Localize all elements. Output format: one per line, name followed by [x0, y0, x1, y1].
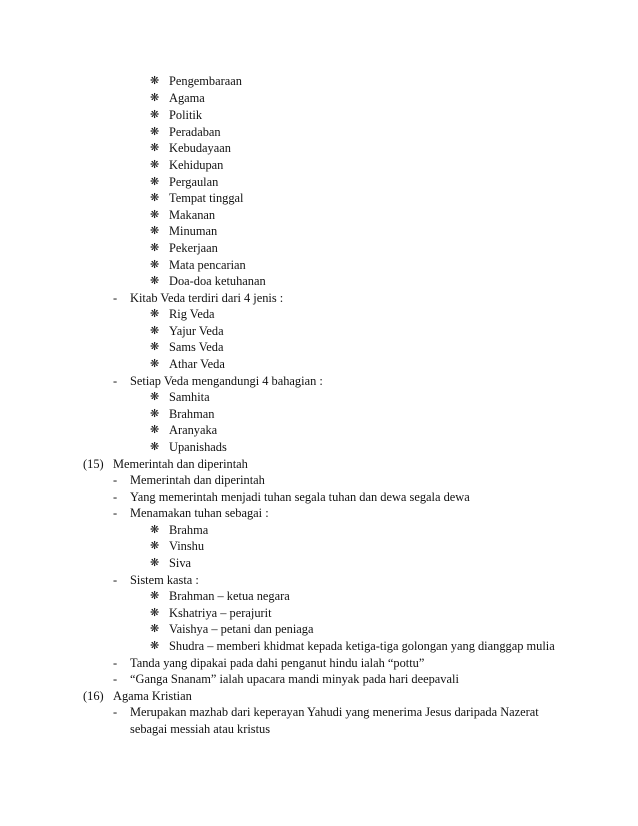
document-page: ❋ Pengembaraan ❋ Agama ❋ Politik ❋ Peradaban ❋ Kebudayaan ❋ Kehidupan ❋ Pergaulan ❋ Tempat tinggal ❋ Makanan ❋ Minuman ❋ Pekerjaan ❋ Mata pencarian ❋ Doa-doa ketuhanan - Kitab Veda terdiri dari 4 jenis : ❋ Rig Veda ❋ Yajur Veda ❋ Sams Veda ❋ Athar Veda - Setiap Veda mengandungi 4 bahagian : ❋ Samhita ❋ Brahman ❋ Aranyaka ❋ Upanishads (15) Memerintah dan diperintah - Memerintah dan diperintah - Yang memerintah menjadi tuhan segala tuhan dan dewa segala dewa - Menamakan tuhan sebagai : ❋ Brahma ❋ Vinshu ❋ Siva - Sistem kasta : ❋ Brahman – ketua negara ❋ Kshatriya – perajurit ❋ Vaishya – petani dan peniaga ❋ Shudra – memberi khidmat kepada ketiga-tiga golongan yang dianggap mulia - Tanda yang dipakai pada dahi penganut hindu ialah “pottu” - “Ganga Snanam” ialah upacara mandi minyak pada hari deepavali (16) Agama Kristian - Merupakan mazhab dari keperayan Yahudi yang menerima Jesus daripada Nazerat sebagai messiah atau kristus — [83, 74, 555, 736]
section-16-point-continuation: sebagai messiah atau kristus — [130, 722, 271, 736]
bullet-icon: ❋ — [150, 275, 160, 287]
bullet-icon: ❋ — [150, 391, 160, 403]
section-title: Memerintah dan diperintah — [113, 457, 248, 471]
bullet-icon: ❋ — [150, 159, 160, 171]
bullet-icon: ❋ — [150, 109, 160, 121]
bullet-icon: ❋ — [150, 341, 160, 353]
bullet-icon: ❋ — [150, 524, 160, 536]
bullet-icon: ❋ — [150, 259, 160, 271]
bullet-icon: ❋ — [150, 590, 160, 602]
bullet-icon: ❋ — [150, 242, 160, 254]
bullet-icon: ❋ — [150, 209, 160, 221]
dash-marker: - — [113, 672, 118, 686]
bullet-icon: ❋ — [150, 176, 160, 188]
bullet-icon: ❋ — [150, 424, 160, 436]
section-number: (15) — [83, 457, 104, 471]
bullet-icon: ❋ — [150, 92, 160, 104]
bullet-icon: ❋ — [150, 75, 160, 87]
dash-marker: - — [113, 656, 118, 670]
section-title: Agama Kristian — [113, 689, 192, 703]
bullet-icon: ❋ — [150, 358, 160, 370]
bullet-icon: ❋ — [150, 640, 160, 652]
bullet-icon: ❋ — [150, 192, 160, 204]
dash-marker: - — [113, 473, 118, 487]
dash-marker: - — [113, 573, 118, 587]
bullet-icon: ❋ — [150, 557, 160, 569]
bullet-icon: ❋ — [150, 325, 160, 337]
bullet-icon: ❋ — [150, 308, 160, 320]
bullet-icon: ❋ — [150, 126, 160, 138]
bullet-icon: ❋ — [150, 540, 160, 552]
dash-marker: - — [113, 291, 118, 305]
section-15-heading — [83, 456, 248, 472]
bullet-icon: ❋ — [150, 408, 160, 420]
dash-marker: - — [113, 374, 118, 388]
bullet-icon: ❋ — [150, 607, 160, 619]
section-16-heading — [83, 688, 192, 704]
bullet-icon: ❋ — [150, 142, 160, 154]
bullet-icon: ❋ — [150, 225, 160, 237]
dash-marker: - — [113, 705, 118, 719]
dash-marker: - — [113, 506, 118, 520]
section-number: (16) — [83, 689, 104, 703]
dash-marker: - — [113, 490, 118, 504]
bullet-icon: ❋ — [150, 623, 160, 635]
bullet-icon: ❋ — [150, 441, 160, 453]
